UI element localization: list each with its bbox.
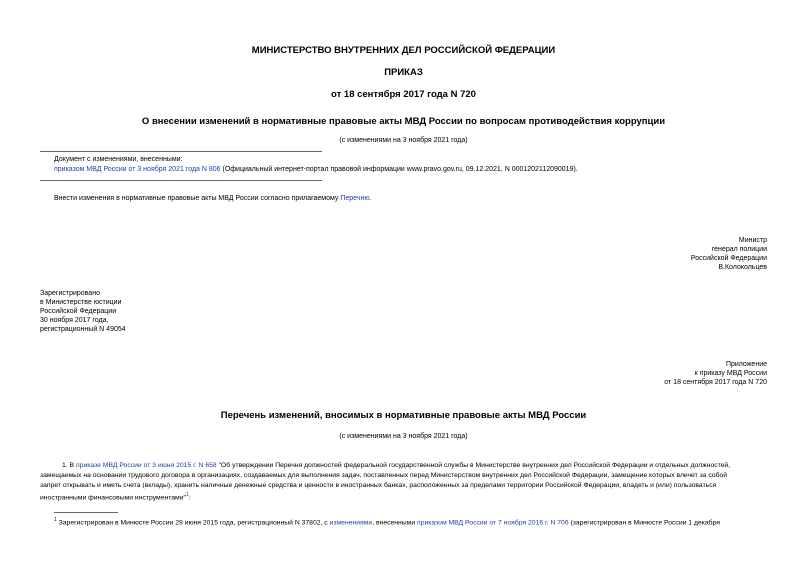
appendix-line-3: от 18 сентября 2017 года N 720 xyxy=(664,379,767,386)
page-title: О внесении изменений в нормативные правовые акты МВД России по вопросам противодействия коррупции xyxy=(141,116,666,127)
footnote-link-1[interactable]: изменениями xyxy=(329,519,373,527)
item1-line4-end: : xyxy=(188,494,191,502)
signature-line-3: Российской Федерации xyxy=(690,255,767,262)
item1-line-2: замещаемых на основании трудового договора в организациях, создаваемых для выполнения задач, поставленных перед Министерством внутренних дел Российской Федерации, замещение которых влечет за собой xyxy=(40,472,728,479)
footnote-divider xyxy=(54,512,118,513)
item1-line-1 xyxy=(62,461,730,470)
registration-block xyxy=(40,289,126,334)
divider-top xyxy=(40,151,322,152)
registration-line-4: 30 ноября 2017 года, xyxy=(40,317,109,324)
signature-line-1: Министр xyxy=(738,237,767,244)
item1-line1-rest: "Об утверждении Перечня должностей федеральной государственной службы в Министерстве внутренних дел Российской Федерации и отдельных должностей, xyxy=(216,462,731,469)
registration-line-2: в Министерстве юстиции xyxy=(40,299,122,306)
divider-bottom xyxy=(40,180,322,181)
footnote-text-2: , внесенными xyxy=(372,519,418,527)
doc-type-heading: ПРИКАЗ xyxy=(384,67,423,78)
perechen-link[interactable]: Перечню xyxy=(340,195,370,202)
footnote xyxy=(54,516,720,527)
signature-line-2: генерал полиции xyxy=(711,246,767,253)
signature-block xyxy=(691,236,767,272)
revision-note: (с изменениями на 3 ноября 2021 года) xyxy=(339,137,468,144)
body-text-after: . xyxy=(369,195,372,202)
footnote-ref[interactable]: 1 xyxy=(185,492,189,498)
appendix-revision: (с изменениями на 3 ноября 2021 года) xyxy=(339,433,468,440)
item1-prefix: 1. В xyxy=(62,462,76,469)
registration-line-5: регистрационный N 49054 xyxy=(40,326,126,333)
item1-line4-text: иностранными финансовыми инструментами" xyxy=(40,494,186,502)
footnote-link-2[interactable]: приказом МВД России от 7 ноября 2016 г. N 706 xyxy=(417,519,569,527)
item1-line-4 xyxy=(40,491,191,502)
appendix-line-2: к приказу МВД России xyxy=(694,370,767,377)
ministry-heading: МИНИСТЕРСТВО ВНУТРЕННИХ ДЕЛ РОССИЙСКОЙ ФЕДЕРАЦИИ xyxy=(251,45,556,56)
footnote-marker: 1 xyxy=(54,517,57,523)
changes-note-entry xyxy=(54,165,578,174)
registration-line-3: Российской Федерации xyxy=(40,308,117,315)
changes-note-rest: (Официальный интернет-портал правовой информации www.pravo.gov.ru, 09.12.2021, N 0001202112090019). xyxy=(220,166,578,173)
registration-line-1: Зарегистрировано xyxy=(40,290,100,297)
appendix-block xyxy=(664,360,767,387)
appendix-line-1: Приложение xyxy=(725,361,767,368)
footnote-text-3: (зарегистрирован в Минюсте России 1 декабря xyxy=(568,519,720,527)
doc-date-number: от 18 сентября 2017 года N 720 xyxy=(331,89,476,100)
changes-note-link[interactable]: приказом МВД России от 3 ноября 2021 года N 806 xyxy=(54,166,221,173)
body-text-before: Внести изменения в нормативные правовые акты МВД России согласно прилагаемому xyxy=(54,195,341,202)
appendix-title: Перечень изменений, вносимых в нормативные правовые акты МВД России xyxy=(220,410,587,421)
item1-link[interactable]: приказе МВД России от 3 июня 2015 г. N 658 xyxy=(75,462,217,469)
signature-line-4: В.Колокольцев xyxy=(718,264,767,271)
changes-note-label: Документ с изменениями, внесенными: xyxy=(54,156,183,163)
body-paragraph xyxy=(54,194,372,203)
footnote-text-1: Зарегистрирован в Минюсте России 29 июня 2015 года, регистрационный N 37802, с xyxy=(56,519,330,527)
item1-line-3: запрет открывать и иметь счета (вклады), хранить наличные денежные средства и ценности в иностранных банках, расположенных за пределами территории Российской Федерации, владеть и (или) пользоваться xyxy=(40,482,717,489)
